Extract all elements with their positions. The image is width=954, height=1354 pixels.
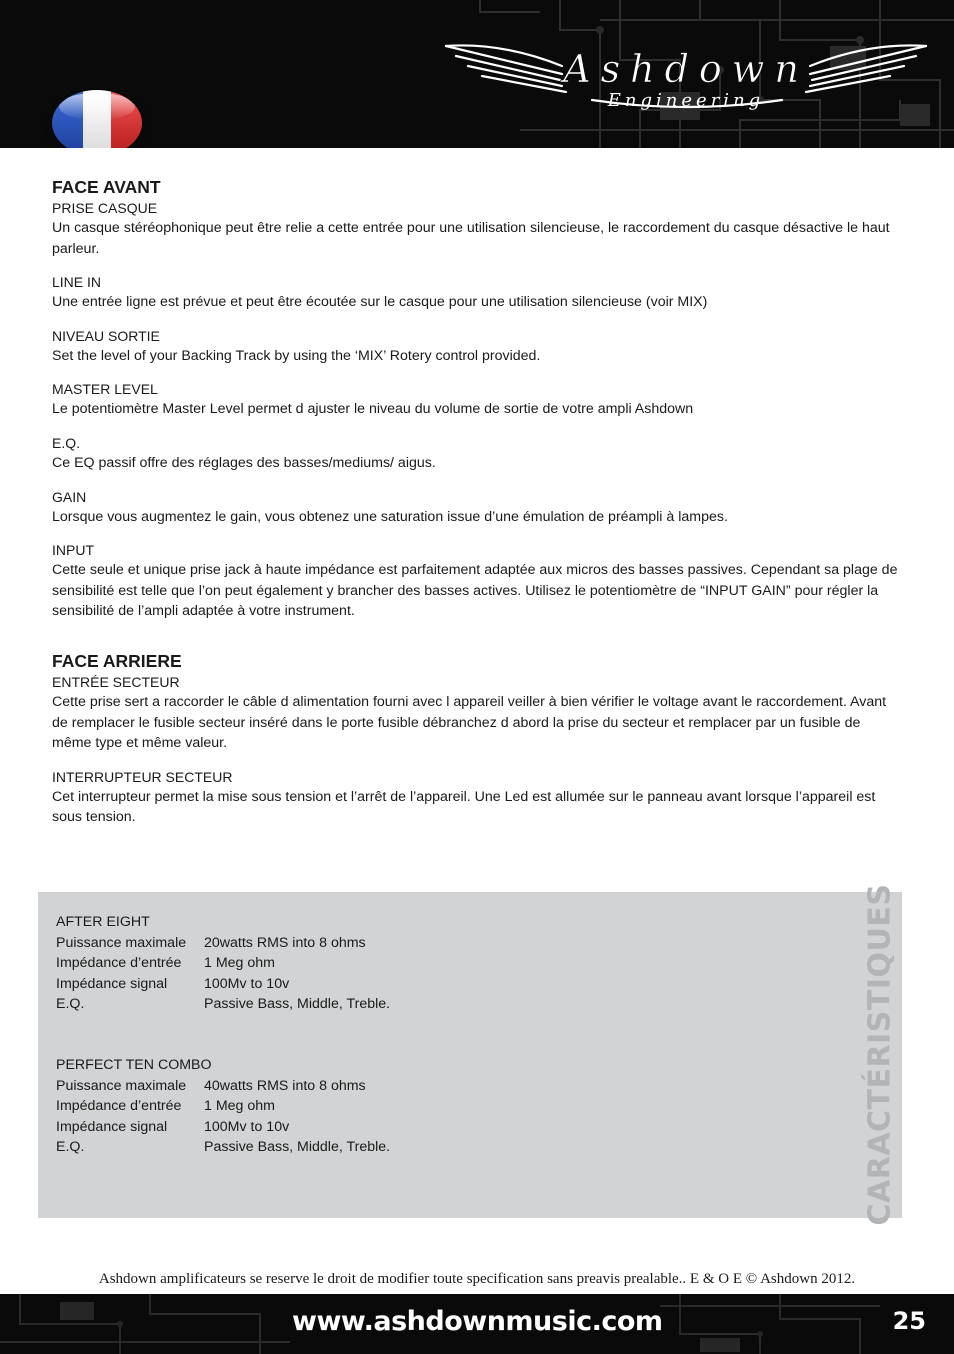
item-label: GAIN (52, 488, 87, 505)
item-eq (52, 433, 902, 474)
logo-subtitle: Engineering (607, 90, 765, 111)
logo-wordmark: Ashdown (563, 47, 809, 91)
item-gain (52, 487, 902, 528)
specifications-panel (38, 883, 902, 1225)
item-text: Cette prise sert a raccorder le câble d alimentation fourni avec l appareil veiller à bien vérifier le voltage avant le raccordement. Avant de remplacer le fusible secteur inséré dans le porte fusible débranchez d abord la prise du secteur et remplacer par un fusible de même type et même valeur. (52, 693, 887, 752)
spec-key: Puissance maximale (56, 1077, 187, 1094)
item-interrupteur-secteur (52, 767, 902, 828)
spec-key: Impédance signal (56, 975, 168, 992)
item-text: Set the level of your Backing Track by using the ‘MIX’ Rotery control provided. (52, 347, 541, 364)
section-title-face-avant: FACE AVANT (52, 177, 161, 197)
spec-row (56, 1137, 390, 1158)
spec-model-perfect-ten-combo (56, 1055, 390, 1158)
item-label: LINE IN (52, 274, 102, 291)
spec-key: E.Q. (56, 996, 85, 1013)
section-title-face-arriere: FACE ARRIERE (52, 650, 182, 671)
spec-key: E.Q. (56, 1139, 85, 1156)
page-header (0, 0, 954, 148)
item-text: Une entrée ligne est prévue et peut être écoutée sur le casque pour une utilisation silencieuse (voir MIX) (52, 294, 708, 311)
spec-value: Passive Bass, Middle, Treble. (204, 1139, 391, 1156)
page-footer (0, 1294, 954, 1354)
item-entree-secteur (52, 672, 902, 754)
side-label-text: CARACTÉRISTIQUES (862, 883, 898, 1225)
item-line-in (52, 272, 902, 313)
spec-value: 1 Meg ohm (204, 955, 275, 972)
spec-value: 40watts RMS into 8 ohms (204, 1077, 366, 1094)
spec-key: Impédance d’entrée (56, 1098, 182, 1115)
item-label: MASTER LEVEL (52, 381, 158, 398)
spec-row (56, 1117, 390, 1138)
website-link[interactable]: www.ashdownmusic.com (292, 1306, 663, 1337)
item-text: Ce EQ passif offre des réglages des basses/mediums/ aigus. (52, 454, 436, 471)
spec-row (56, 953, 390, 974)
page-number: 25 (892, 1307, 926, 1335)
item-master-level (52, 379, 902, 420)
item-prise-casque (52, 198, 902, 259)
france-flag-icon (52, 90, 142, 148)
spec-value: 100Mv to 10v (204, 1118, 290, 1135)
item-label: INPUT (52, 542, 94, 559)
spec-row (56, 994, 390, 1015)
spec-key: Impédance d’entrée (56, 955, 182, 972)
item-label: ENTRÉE SECTEUR (52, 673, 180, 690)
spec-model-name: PERFECT TEN COMBO (56, 1057, 212, 1073)
spec-model-name: AFTER EIGHT (56, 914, 150, 930)
item-label: INTERRUPTEUR SECTEUR (52, 768, 233, 785)
item-text: Cet interrupteur permet la mise sous tension et l’arrêt de l’appareil. Une Led est allumée sur le panneau avant lorsque l’appareil est sous tension. (52, 788, 876, 826)
spec-row (56, 1076, 390, 1097)
item-label: PRISE CASQUE (52, 200, 158, 216)
spec-key: Impédance signal (56, 1118, 168, 1135)
item-label: NIVEAU SORTIE (52, 327, 160, 344)
item-text: Le potentiomètre Master Level permet d ajuster le niveau du volume de sortie de votre ampli Ashdown (52, 401, 694, 418)
caracteristiques-side-label (860, 883, 900, 1225)
main-content (52, 176, 902, 841)
item-text: Lorsque vous augmentez le gain, vous obtenez une saturation issue d’une émulation de préampli à lampes. (52, 508, 728, 525)
spec-row (56, 974, 390, 995)
spec-row (56, 933, 390, 954)
spec-value: 20watts RMS into 8 ohms (204, 934, 366, 951)
item-label: E.Q. (52, 434, 81, 451)
spec-row (56, 1096, 390, 1117)
item-text: Cette seule et unique prise jack à haute impédance est parfaitement adaptée aux micros des basses passives. Cependant sa plage de sensibilité est telle que l’on peut également y brancher des basses actives. Utilisez le potentiomètre de “INPUT GAIN” pour régler la sensibilité de l’ampli adaptée à votre instrument. (52, 562, 898, 620)
item-text: Un casque stéréophonique peut être relie a cette entrée pour une utilisation silencieuse, le raccordement du casque désactive le haut parleur. (52, 220, 890, 257)
spec-key: Puissance maximale (56, 934, 187, 951)
spec-value: Passive Bass, Middle, Treble. (204, 996, 391, 1013)
spec-value: 100Mv to 10v (204, 975, 290, 992)
spec-model-after-eight (56, 912, 390, 1015)
item-input (52, 540, 902, 622)
spec-value: 1 Meg ohm (204, 1098, 275, 1115)
legal-disclaimer: Ashdown amplificateurs se reserve le droit de modifier toute specification sans preavis prealable.. E & O E © Ashdown 2012. (98, 1271, 856, 1287)
item-niveau-sortie (52, 326, 902, 367)
ashdown-logo (442, 38, 930, 120)
